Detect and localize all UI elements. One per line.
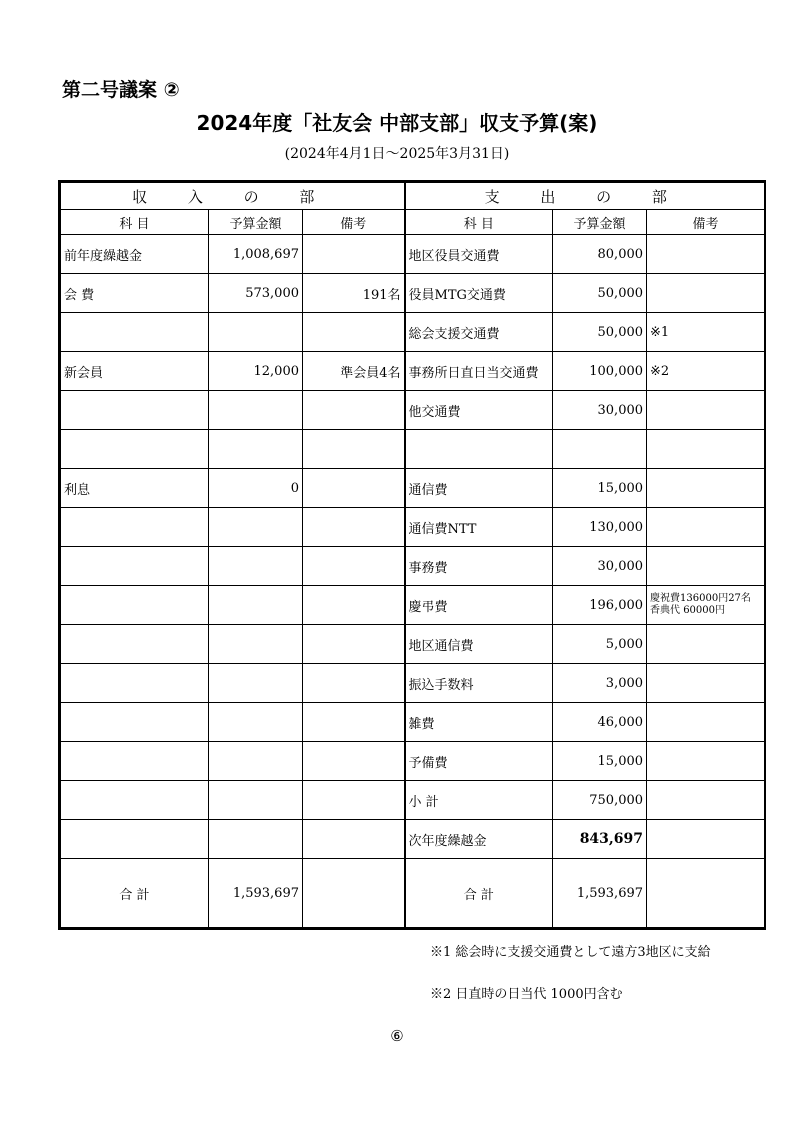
income-item (61, 781, 209, 820)
expense-total-note (647, 859, 765, 928)
income-note (303, 313, 405, 352)
table-row (61, 274, 765, 313)
expense-item: 慶弔費 (405, 586, 553, 625)
expense-note (647, 274, 765, 313)
income-item (61, 586, 209, 625)
income-note (303, 703, 405, 742)
income-amount (209, 625, 303, 664)
table-row (61, 664, 765, 703)
income-note (303, 508, 405, 547)
income-total-label: 合 計 (61, 859, 209, 928)
income-item (61, 391, 209, 430)
income-note (303, 235, 405, 274)
expense-amount (553, 430, 647, 469)
table-row (61, 820, 765, 859)
income-note (303, 781, 405, 820)
expense-item: 小 計 (405, 781, 553, 820)
expense-amount: 50,000 (553, 274, 647, 313)
expense-note (647, 781, 765, 820)
expense-note (647, 742, 765, 781)
table-row (61, 469, 765, 508)
table-row (61, 703, 765, 742)
expense-total-label: 合 計 (405, 859, 553, 928)
income-item (61, 742, 209, 781)
income-note-header: 備考 (303, 210, 405, 235)
income-amount (209, 820, 303, 859)
expense-note (647, 625, 765, 664)
income-item-header: 科 目 (61, 210, 209, 235)
table-row (61, 235, 765, 274)
expense-item: 予備費 (405, 742, 553, 781)
income-amount (209, 547, 303, 586)
expense-amount: 46,000 (553, 703, 647, 742)
expense-amount: 196,000 (553, 586, 647, 625)
income-item (61, 664, 209, 703)
expense-item: 地区通信費 (405, 625, 553, 664)
budget-period: (2024年4月1日〜2025年3月31日) (284, 146, 510, 162)
income-note (303, 469, 405, 508)
income-amount: 12,000 (209, 352, 303, 391)
expense-note (647, 664, 765, 703)
total-row (61, 859, 765, 928)
table-row (61, 781, 765, 820)
income-amount (209, 703, 303, 742)
expense-note: 慶祝費136000円27名 香典代 60000円 (647, 586, 765, 625)
table-row (61, 391, 765, 430)
table-row (61, 430, 765, 469)
expense-item: 役員MTG交通費 (405, 274, 553, 313)
expense-item: 総会支援交通費 (405, 313, 553, 352)
expense-item: 次年度繰越金 (405, 820, 553, 859)
income-section-header: 収 入 の 部 (61, 183, 405, 210)
expense-item: 通信費 (405, 469, 553, 508)
expense-item: 他交通費 (405, 391, 553, 430)
expense-section-header: 支 出 の 部 (405, 183, 765, 210)
table-row (61, 508, 765, 547)
expense-item: 雑費 (405, 703, 553, 742)
income-note: 191名 (303, 274, 405, 313)
income-item: 前年度繰越金 (61, 235, 209, 274)
expense-note (647, 703, 765, 742)
expense-amount: 5,000 (553, 625, 647, 664)
income-item (61, 625, 209, 664)
expense-amount: 15,000 (553, 469, 647, 508)
income-note (303, 820, 405, 859)
table-row (61, 625, 765, 664)
expense-amount: 80,000 (553, 235, 647, 274)
expense-item-header: 科 目 (405, 210, 553, 235)
income-total-note (303, 859, 405, 928)
expense-item (405, 430, 553, 469)
income-item: 利息 (61, 469, 209, 508)
income-item (61, 820, 209, 859)
expense-amount: 30,000 (553, 547, 647, 586)
page-title: 2024年度「社友会 中部支部」収支予算(案) (196, 111, 598, 135)
expense-amount: 843,697 (553, 820, 647, 859)
income-amount (209, 430, 303, 469)
table-row (61, 742, 765, 781)
income-note (303, 430, 405, 469)
income-amount-header: 予算金額 (209, 210, 303, 235)
income-item: 会 費 (61, 274, 209, 313)
income-total-amount: 1,593,697 (209, 859, 303, 928)
table-row (61, 313, 765, 352)
expense-note (647, 391, 765, 430)
table-row (61, 586, 765, 625)
expense-amount: 50,000 (553, 313, 647, 352)
income-amount (209, 586, 303, 625)
expense-note (647, 820, 765, 859)
expense-note: ※1 (647, 313, 765, 352)
expense-total-amount: 1,593,697 (553, 859, 647, 928)
income-item: 新会員 (61, 352, 209, 391)
page-number: ⑥ (390, 1027, 404, 1045)
income-amount: 1,008,697 (209, 235, 303, 274)
expense-item: 地区役員交通費 (405, 235, 553, 274)
expense-note (647, 508, 765, 547)
expense-note (647, 547, 765, 586)
table-row (61, 352, 765, 391)
income-item (61, 313, 209, 352)
income-item (61, 508, 209, 547)
income-item (61, 547, 209, 586)
income-amount: 0 (209, 469, 303, 508)
expense-item: 事務費 (405, 547, 553, 586)
income-amount (209, 391, 303, 430)
footnote-2: ※2 日直時の日当代 1000円含む (430, 987, 623, 1002)
income-note (303, 664, 405, 703)
income-note (303, 391, 405, 430)
expense-amount: 100,000 (553, 352, 647, 391)
expense-amount: 130,000 (553, 508, 647, 547)
income-amount (209, 508, 303, 547)
expense-item: 通信費NTT (405, 508, 553, 547)
income-note (303, 625, 405, 664)
expense-note (647, 235, 765, 274)
income-amount (209, 664, 303, 703)
expense-note (647, 430, 765, 469)
income-amount (209, 313, 303, 352)
income-amount: 573,000 (209, 274, 303, 313)
income-amount (209, 781, 303, 820)
expense-amount-header: 予算金額 (553, 210, 647, 235)
agenda-label: 第二号議案 ② (62, 79, 180, 101)
table-row (61, 547, 765, 586)
expense-item: 事務所日直日当交通費 (405, 352, 553, 391)
expense-item: 振込手数料 (405, 664, 553, 703)
income-amount (209, 742, 303, 781)
expense-note-header: 備考 (647, 210, 765, 235)
expense-amount: 750,000 (553, 781, 647, 820)
income-note (303, 742, 405, 781)
income-item (61, 430, 209, 469)
expense-note: ※2 (647, 352, 765, 391)
income-note (303, 547, 405, 586)
expense-note (647, 469, 765, 508)
footnote-1: ※1 総会時に支援交通費として遠方3地区に支給 (430, 945, 711, 960)
expense-amount: 3,000 (553, 664, 647, 703)
income-item (61, 703, 209, 742)
expense-amount: 15,000 (553, 742, 647, 781)
expense-amount: 30,000 (553, 391, 647, 430)
income-note (303, 586, 405, 625)
income-note: 準会員4名 (303, 352, 405, 391)
budget-table (58, 180, 766, 930)
